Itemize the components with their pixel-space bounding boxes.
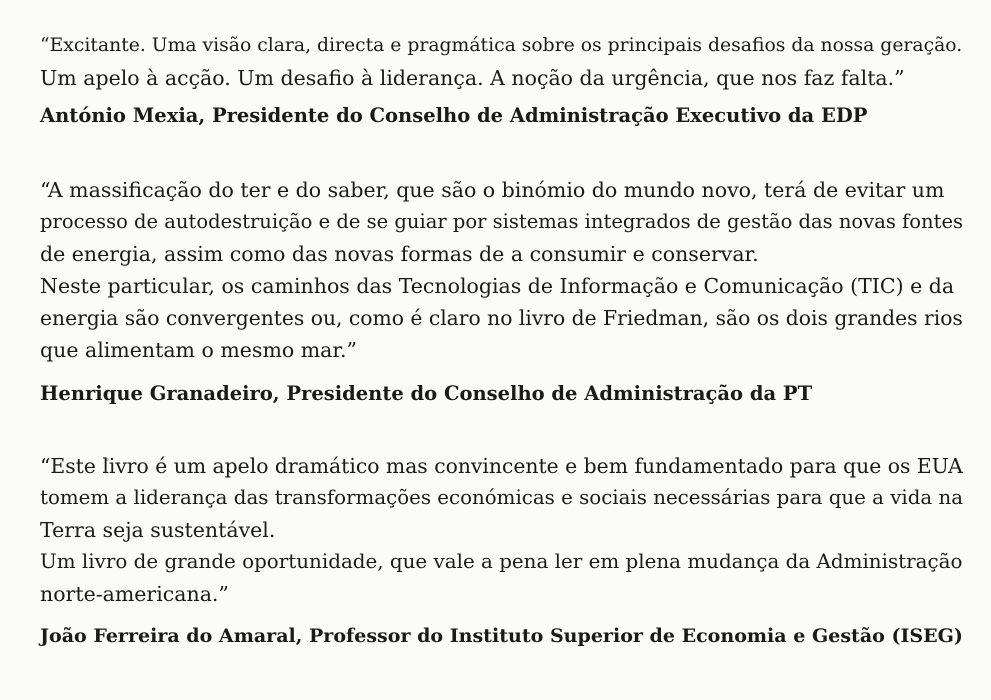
quote-line: Terra seja sustentável. [40,518,276,542]
quote-author: João Ferreira do Amaral, Professor do Instituto Superior de Economia e Gestão (ISEG) [40,625,963,647]
quote-line: norte-americana.” [40,582,229,606]
quote-author: António Mexia, Presidente do Conselho de Administração Executivo da EDP [40,104,868,127]
quote-line: “Este livro é um apelo dramático mas convincente e bem fundamentado para que os EUA [40,454,963,478]
quote-author: Henrique Granadeiro, Presidente do Conselho de Administração da PT [40,382,813,405]
testimonial-amaral [40,450,968,650]
quote-text [40,450,968,610]
quote-line: “A massificação do ter e do saber, que são o binómio do mundo novo, terá de evitar um [40,178,945,202]
testimonial-granadeiro [40,174,968,408]
quote-line: tomem a liderança das transformações económicas e sociais necessárias para que a vida na [40,486,964,509]
quote-line: energia são convergentes ou, como é claro no livro de Friedman, são os dois grandes rios [40,306,963,330]
quote-line: Um livro de grande oportunidade, que vale a pena ler em plena mudança da Administração [40,550,963,573]
quote-text [40,30,968,94]
quote-text [40,174,968,366]
testimonial-mexia [40,30,968,130]
quote-line: Neste particular, os caminhos das Tecnologias de Informação e Comunicação (TIC) e da [40,274,955,298]
quote-line: Um apelo à acção. Um desafio à liderança. A noção da urgência, que nos faz falta.” [40,66,905,90]
quote-line: que alimentam o mesmo mar.” [40,338,357,362]
testimonials-page [40,30,968,650]
quote-line: “Excitante. Uma visão clara, directa e pragmática sobre os principais desafios da nossa geração. [40,35,963,56]
quote-line: de energia, assim como das novas formas de a consumir e conservar. [40,242,759,266]
quote-line: processo de autodestruição e de se guiar por sistemas integrados de gestão das novas fontes [40,210,964,233]
